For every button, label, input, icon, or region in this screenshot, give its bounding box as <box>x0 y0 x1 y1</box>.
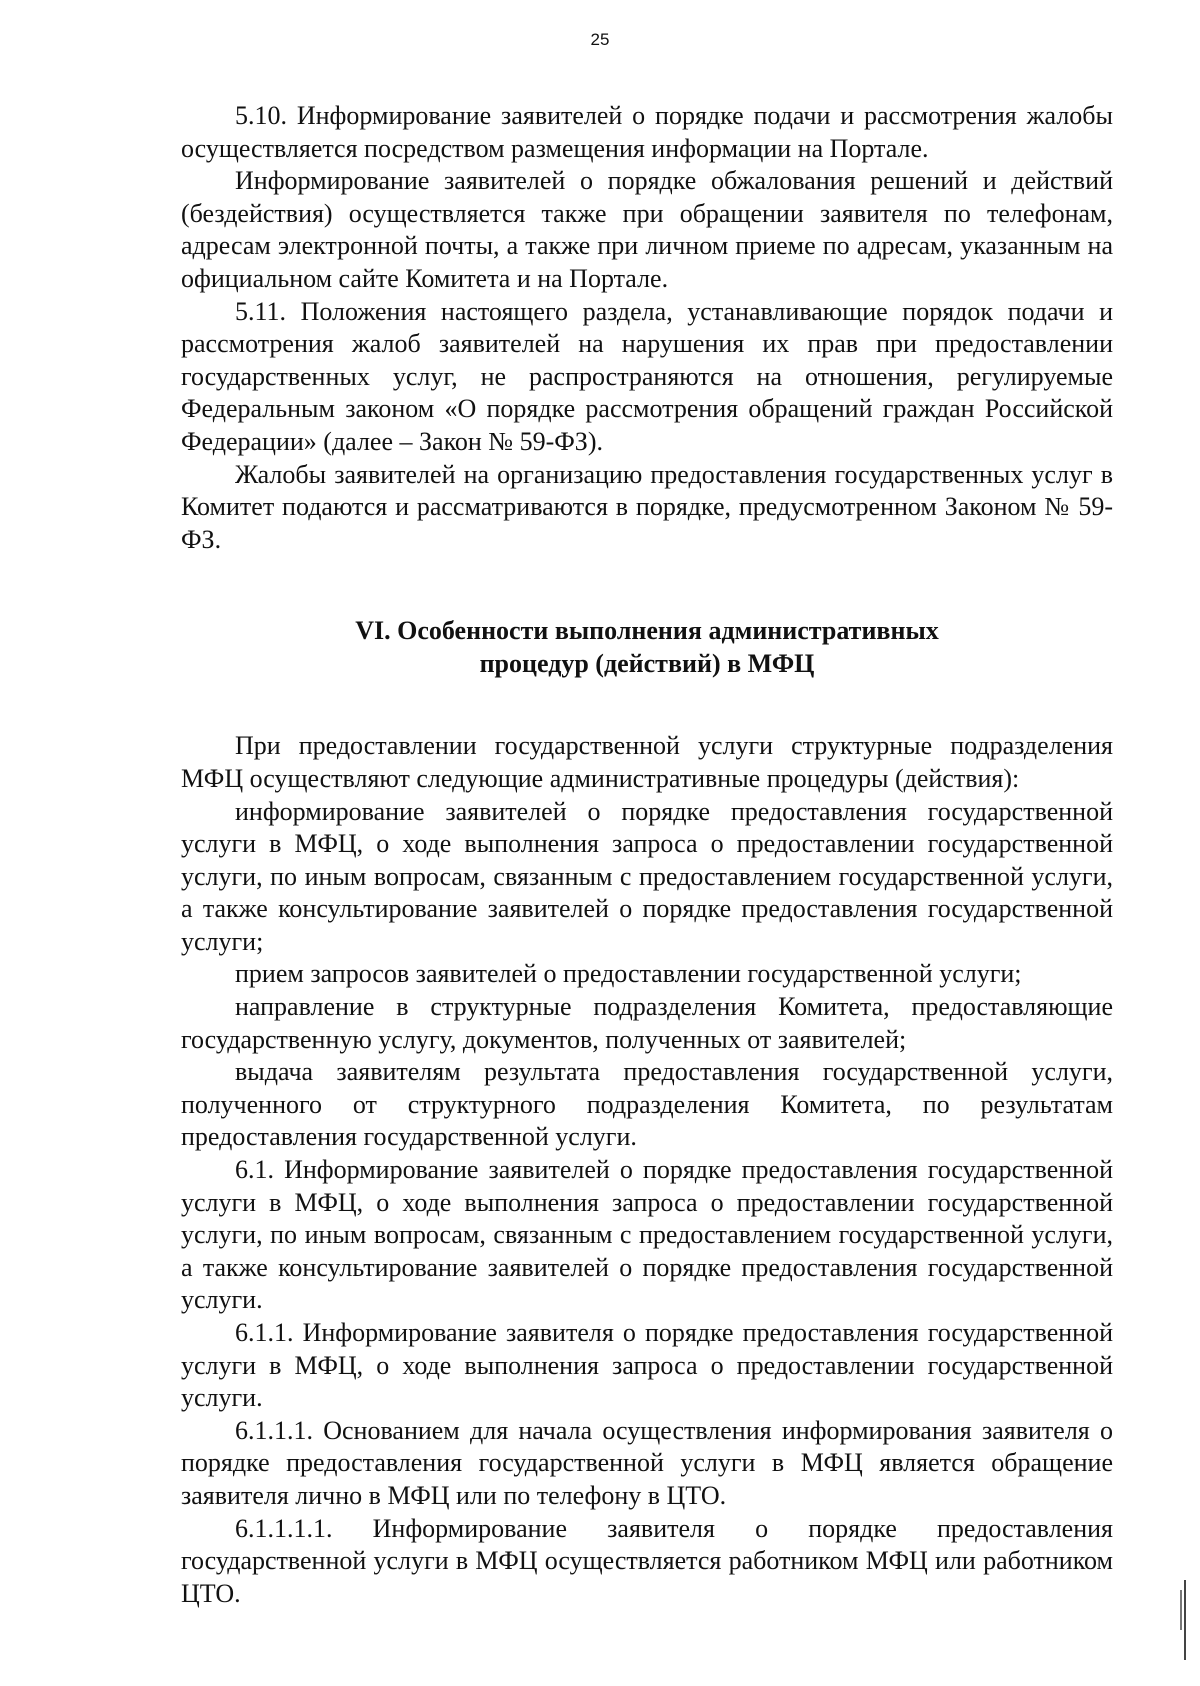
paragraph-mfc-informing: информирование заявителей о порядке предоставления государственной услуги в МФЦ, о ходе выполнения запроса о предоставлении государственной услуги, по иным вопросам, связанным с предоставлением государственной услуги, а также консультирование заявителей о порядке предоставления государственной услуги; <box>181 796 1113 956</box>
paragraph-mfc-issuance: выдача заявителям результата предоставления государственной услуги, полученного от структурного подразделения Комитета, по результатам предоставления государственной услуги. <box>181 1057 1113 1152</box>
paragraph-6-1: 6.1. Информирование заявителей о порядке предоставления государственной услуги в МФЦ, о ходе выполнения запроса о предоставлении государственной услуги, по иным вопросам, связанным с предоставлением государственной услуги, а также консультирование заявителей о порядке предоставления государственной услуги. <box>181 1155 1113 1315</box>
paragraph-complaints: Жалобы заявителей на организацию предоставления государственных услуг в Комитет подаются и рассматриваются в порядке, предусмотренном Законом № 59-ФЗ. <box>181 459 1113 554</box>
paragraph-appeal-info: Информирование заявителей о порядке обжалования решений и действий (бездействия) осуществляется также при обращении заявителя по телефонам, адресам электронной почты, а также при личном приеме по адресам, указанным на официальном сайте Комитета и на Портале. <box>181 166 1113 293</box>
page-number: 25 <box>590 30 610 49</box>
paragraph-5-10: 5.10. Информирование заявителей о порядке подачи и рассмотрения жалобы осуществляется посредством размещения информации на Портале. <box>181 101 1113 163</box>
section-heading-line-1: VI. Особенности выполнения административных <box>355 616 939 646</box>
paragraph-6-1-1-1: 6.1.1.1. Основанием для начала осуществления информирования заявителя о порядке предоставления государственной услуги в МФЦ является обращение заявителя лично в МФЦ или по телефону в ЦТО. <box>181 1415 1113 1510</box>
scan-edge-mark <box>1184 1580 1186 1660</box>
paragraph-mfc-reception: прием запросов заявителей о предоставлении государственной услуги; <box>235 959 1022 989</box>
paragraph-6-1-1: 6.1.1. Информирование заявителя о порядке предоставления государственной услуги в МФЦ, о ходе выполнения запроса о предоставлении государственной услуги. <box>181 1318 1113 1413</box>
paragraph-mfc-forwarding: направление в структурные подразделения Комитета, предоставляющие государственную услугу, документов, полученных от заявителей; <box>181 992 1113 1054</box>
section-heading <box>181 614 1113 680</box>
paragraph-6-1-1-1-1: 6.1.1.1.1. Информирование заявителя о порядке предоставления государственной услуги в МФЦ осуществляется работником МФЦ или работником ЦТО. <box>181 1513 1113 1608</box>
document-body <box>181 100 1113 1610</box>
paragraph-5-11: 5.11. Положения настоящего раздела, устанавливающие порядок подачи и рассмотрения жалоб заявителей на нарушения их прав при предоставлении государственных услуг, не распространяются на отношения, регулируемые Федеральным законом «О порядке рассмотрения обращений граждан Российской Федерации» (далее – Закон № 59-ФЗ). <box>181 296 1113 456</box>
paragraph-mfc-intro: При предоставлении государственной услуги структурные подразделения МФЦ осуществляют следующие административные процедуры (действия): <box>181 731 1113 793</box>
section-heading-line-2: процедур (действий) в МФЦ <box>479 649 815 679</box>
